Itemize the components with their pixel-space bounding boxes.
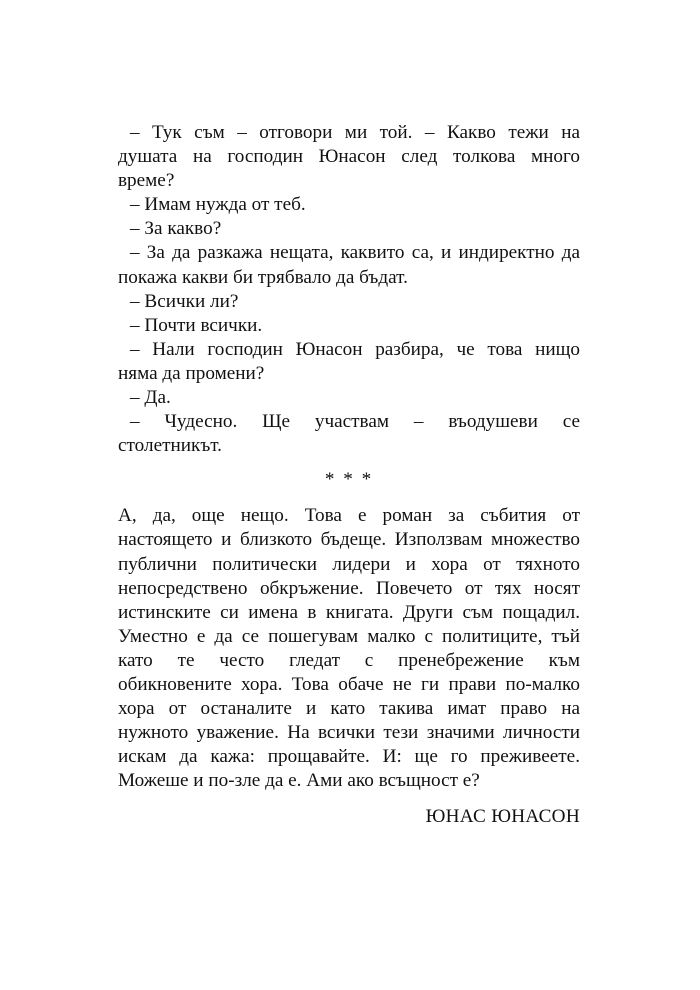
dialogue-line: – Всички ли?: [130, 290, 239, 312]
dialogue-line: – Чудесно. Ще участвам – въодушеви се: [130, 411, 580, 433]
dialogue-line: – За какво?: [130, 218, 222, 240]
paragraph-line: истинските си имена в книгата. Други съм пощадил.: [118, 601, 580, 623]
section-separator: * * *: [324, 469, 374, 491]
paragraph-line: обикновените хора. Това обаче не ги прави по-малко: [118, 673, 580, 695]
paragraph-line: публични политически лидери и хора от тяхното: [118, 553, 580, 575]
paragraph-line: непосредствено обкръжение. Повечето от тях носят: [118, 577, 580, 599]
book-page: [118, 121, 580, 830]
dialogue-line: няма да промени?: [118, 362, 265, 384]
paragraph-line: Можеше и по-зле да е. Ами ако всъщност е?: [118, 770, 480, 792]
dialogue-line: – Тук съм – отговори ми той. – Какво тежи на: [130, 122, 580, 143]
dialogue-line: – Имам нужда от теб.: [130, 194, 306, 216]
paragraph-line: искам да кажа: прощавайте. И: ще го преживеете.: [118, 746, 580, 768]
author-note-paragraph: [118, 504, 580, 793]
dialogue-line: душата на господин Юнасон след толкова много: [118, 146, 580, 168]
paragraph-line: нужното уважение. На всички тези значими личности: [118, 722, 580, 744]
paragraph-line: настоящето и близкото бъдеще. Използвам множество: [118, 529, 580, 551]
paragraph-line: хора от останалите и като такива имат право на: [118, 698, 580, 720]
author-signature: ЮНАС ЮНАСОН: [425, 806, 580, 828]
dialogue-line: столетникът.: [118, 435, 222, 457]
paragraph-line: като те често гледат с пренебрежение към: [118, 649, 580, 671]
dialogue-section: [118, 121, 580, 458]
paragraph-line: Уместно е да се пошегувам малко с политиците, тъй: [118, 625, 580, 647]
dialogue-line: – Да.: [130, 387, 171, 409]
paragraph-line: А, да, още нещо. Това е роман за събития от: [118, 505, 580, 527]
dialogue-line: – За да разкажа нещата, каквито са, и индиректно да: [130, 242, 580, 264]
dialogue-line: покажа какви би трябвало да бъдат.: [118, 266, 408, 288]
dialogue-line: – Почти всички.: [130, 314, 263, 336]
dialogue-line: време?: [118, 170, 175, 192]
dialogue-line: – Нали господин Юнасон разбира, че това нищо: [130, 338, 580, 360]
